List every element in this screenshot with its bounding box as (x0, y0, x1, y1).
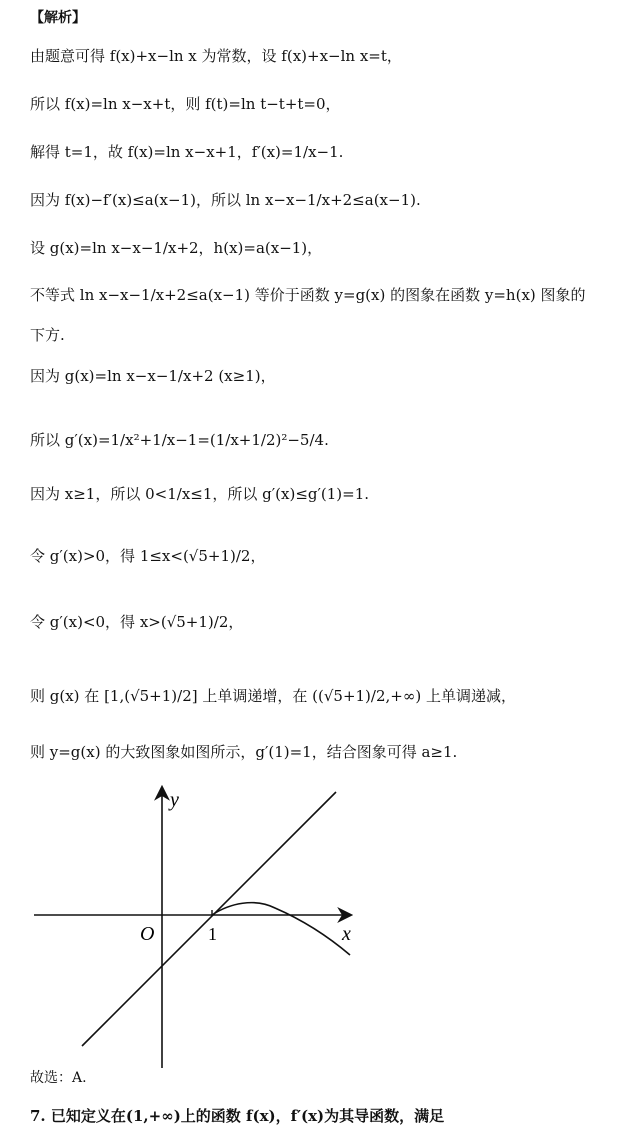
y-axis-label: y (170, 789, 179, 811)
solution-line-9: 所以 g′(x)=1/x²+1/x−1=(1/x+1/2)²−5/4. (30, 431, 329, 449)
solution-line-13: 则 g(x) 在 [1,(√5+1)/2] 上单调递增，在 ((√5+1)/2,+∞) 上单调递减， (30, 687, 516, 705)
analysis-header: 【解析】 (30, 10, 86, 26)
solution-line-11: 令 g′(x)>0，得 1≤x<(√5+1)/2， (30, 547, 266, 565)
g-curve (212, 903, 350, 955)
tick-label-1: 1 (208, 924, 217, 944)
solution-line-14: 则 y=g(x) 的大致图象如图所示，g′(1)=1，结合图象可得 a≥1. (30, 743, 458, 761)
solution-line-7: 下方. (30, 326, 65, 344)
answer-line: 故选：A. (30, 1070, 87, 1086)
origin-label: O (140, 923, 155, 945)
solution-line-12: 令 g′(x)<0，得 x>(√5+1)/2， (30, 613, 244, 631)
solution-line-6: 不等式 ln x−x−1/x+2≤a(x−1) 等价于函数 y=g(x) 的图象在函数 y=h(x) 图象的 (30, 286, 586, 304)
solution-line-8: 因为 g(x)=ln x−x−1/x+2 (x≥1)， (30, 367, 276, 385)
function-graph (30, 778, 370, 1078)
x-axis-label: x (342, 923, 351, 945)
solution-line-10: 因为 x≥1，所以 0<1/x≤1，所以 g′(x)≤g′(1)=1. (30, 485, 370, 503)
solution-line-3: 解得 t=1，故 f(x)=ln x−x+1，f′(x)=1/x−1. (30, 143, 344, 161)
solution-line-1: 由题意可得 f(x)+x−ln x 为常数，设 f(x)+x−ln x=t， (30, 47, 402, 65)
next-problem-line: 7. 已知定义在(1,+∞)上的函数 f(x)，f′(x)为其导函数，满足 (30, 1107, 445, 1125)
solution-line-5: 设 g(x)=ln x−x−1/x+2，h(x)=a(x−1)， (30, 239, 323, 257)
solution-line-2: 所以 f(x)=ln x−x+t，则 f(t)=ln t−t+t=0， (30, 95, 341, 113)
solution-line-4: 因为 f(x)−f′(x)≤a(x−1)，所以 ln x−x−1/x+2≤a(x−1). (30, 191, 421, 209)
